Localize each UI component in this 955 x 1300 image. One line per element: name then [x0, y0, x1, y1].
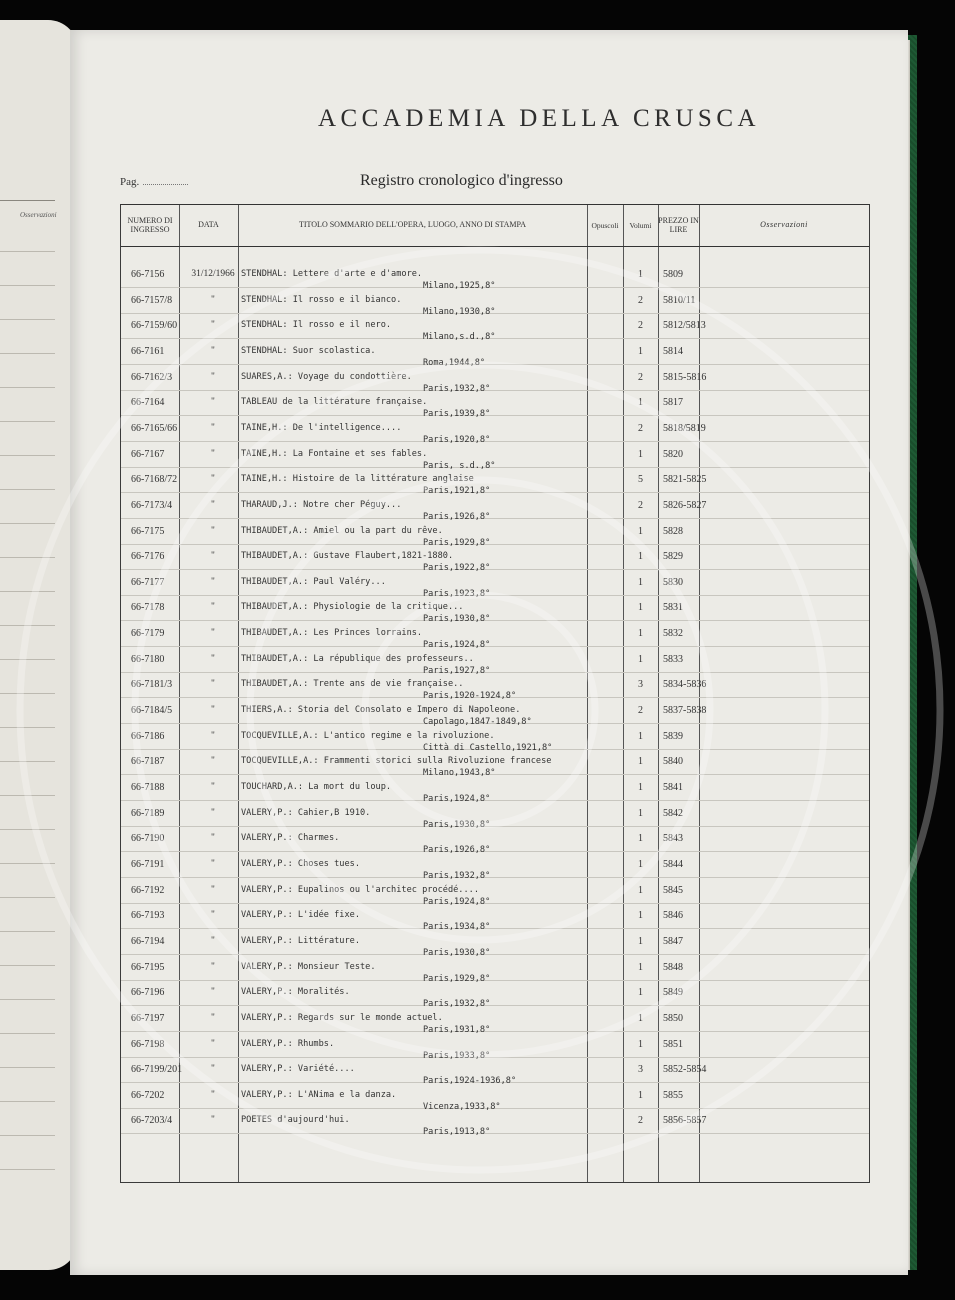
entry-title: VALERY,P.: Regards sur le monde actuel. — [241, 1012, 443, 1023]
entry-publication: Milano,1943,8° — [423, 768, 496, 779]
table-row — [121, 1033, 869, 1059]
entry-price: 5826-5827 — [663, 499, 707, 511]
entry-price: 5815-5816 — [663, 371, 707, 383]
entry-number: 66-7175 — [131, 525, 165, 537]
table-row — [121, 571, 869, 597]
entry-title: VALERY,P.: Monsieur Teste. — [241, 961, 376, 972]
entry-date: " — [211, 1064, 215, 1075]
entry-title: VALERY,P.: Cahier,B 1910. — [241, 807, 371, 818]
left-page-rule — [0, 693, 55, 694]
entry-date: " — [211, 910, 215, 921]
entry-date: " — [211, 679, 215, 690]
table-row — [121, 443, 869, 469]
entry-number: 66-7192 — [131, 884, 165, 896]
entry-price: 5842 — [663, 807, 683, 819]
entry-price: 5847 — [663, 935, 683, 947]
register-page — [70, 30, 908, 1275]
pag-label: Pag. — [120, 176, 140, 188]
entry-number: 66-7202 — [131, 1089, 165, 1101]
entry-price: 5832 — [663, 628, 683, 640]
entry-title: STENDHAL: Lettere d'arte e d'amore. — [241, 269, 423, 279]
entry-date: " — [211, 499, 215, 510]
entry-price: 5852-5854 — [663, 1064, 707, 1076]
table-row — [121, 699, 869, 728]
entry-number: 66-7177 — [131, 576, 165, 588]
table-row — [121, 417, 869, 443]
entry-number: 66-7194 — [131, 935, 165, 947]
entry-publication: Paris,1924-1936,8° — [423, 1076, 517, 1087]
entry-title: SUARES,A.: Voyage du condottière. — [241, 371, 412, 382]
entry-volumes: 2 — [638, 371, 643, 383]
table-row — [121, 622, 869, 651]
entry-date: " — [211, 987, 215, 998]
entry-title: STENDHAL: Il rosso e il bianco. — [241, 294, 402, 305]
entry-date: " — [211, 935, 215, 946]
left-page-rule — [0, 965, 55, 966]
left-page-rule — [0, 421, 55, 422]
entry-volumes: 1 — [638, 858, 643, 870]
entry-title: VALERY,P.: Littérature. — [241, 935, 360, 946]
entry-publication: Paris,1929,8° — [423, 973, 491, 984]
entry-publication: Paris,1930,8° — [423, 947, 491, 958]
entry-date: " — [211, 397, 215, 408]
table-row — [121, 904, 869, 933]
entry-title: THIBAUDET,A.: Amiel ou la part du rêve. — [241, 525, 443, 536]
entry-number: 66-7193 — [131, 910, 165, 922]
table-row — [121, 263, 869, 289]
entry-volumes: 1 — [638, 551, 643, 563]
entry-title: VALERY,P.: L'ANima e la danza. — [241, 1089, 397, 1100]
entry-publication: Paris,1932,8° — [423, 870, 491, 881]
entry-price: 5850 — [663, 1012, 683, 1024]
left-page-rule — [0, 319, 55, 320]
entry-price: 5849 — [663, 987, 683, 999]
left-page-rule — [0, 659, 55, 660]
entry-date: " — [211, 653, 215, 664]
entry-title: POETES d'aujourd'hui. — [241, 1115, 350, 1126]
entry-price: 5855 — [663, 1089, 683, 1101]
table-row — [121, 827, 869, 856]
entry-date: " — [211, 628, 215, 639]
entry-number: 66-7167 — [131, 448, 165, 460]
entry-price: 5848 — [663, 961, 683, 973]
entry-title: TABLEAU de la littérature française. — [241, 397, 428, 408]
entry-date: " — [211, 730, 215, 741]
entry-volumes: 1 — [638, 833, 643, 845]
left-page-rule — [0, 285, 55, 286]
entry-publication: Paris,1929,8° — [423, 537, 491, 548]
entry-volumes: 1 — [638, 1012, 643, 1024]
entry-date: " — [211, 551, 215, 562]
entry-volumes: 1 — [638, 1089, 643, 1101]
left-page-rule — [0, 1067, 55, 1068]
entry-price: 5840 — [663, 756, 683, 768]
entry-volumes: 1 — [638, 910, 643, 922]
col-header-prezzo: PREZZO IN LIRE — [658, 216, 699, 234]
entry-number: 66-7186 — [131, 730, 165, 742]
left-page-rule — [0, 489, 55, 490]
entry-publication: Paris,1930,8° — [423, 819, 491, 830]
entry-date: " — [211, 1012, 215, 1023]
entry-price: 5846 — [663, 910, 683, 922]
entry-publication: Paris,1923,8° — [423, 588, 491, 599]
entry-date: " — [211, 576, 215, 587]
entry-price: 5831 — [663, 602, 683, 614]
entry-publication: Milano,1925,8° — [423, 281, 496, 291]
entry-title: THIBAUDET,A.: Gustave Flaubert,1821-1880. — [241, 551, 454, 562]
entry-publication: Paris,1933,8° — [423, 1050, 491, 1061]
col-header-numero: NUMERO DI INGRESSO — [127, 216, 173, 234]
entry-volumes: 1 — [638, 653, 643, 665]
entry-number: 66-7198 — [131, 1038, 165, 1050]
register-subtitle: Registro cronologico d'ingresso — [360, 172, 563, 189]
entry-price: 5828 — [663, 525, 683, 537]
entry-price: 5809 — [663, 269, 683, 280]
left-page-register — [0, 200, 55, 1201]
entry-title: TOCQUEVILLE,A.: Frammenti storici sulla Rivoluzione francese — [241, 756, 552, 767]
entry-price: 5830 — [663, 576, 683, 588]
entry-title: THIBAUDET,A.: Trente ans de vie française.. — [241, 679, 464, 690]
left-page-rule — [0, 1135, 55, 1136]
left-page-rule — [0, 523, 55, 524]
entry-volumes: 1 — [638, 269, 643, 280]
entry-publication: Paris,1924,8° — [423, 896, 491, 907]
table-row — [121, 340, 869, 366]
entry-title: TOCQUEVILLE,A.: L'antico regime e la rivoluzione. — [241, 730, 495, 741]
table-row — [121, 596, 869, 625]
entry-number: 66-7181/3 — [131, 679, 173, 691]
entry-title: TAINE,H.: De l'intelligence.... — [241, 422, 402, 433]
register-table — [120, 204, 870, 1183]
left-page-rule — [0, 931, 55, 932]
entry-price: 5814 — [663, 345, 683, 357]
table-row — [121, 366, 869, 392]
entry-title: THIBAUDET,A.: La république des professeurs.. — [241, 653, 474, 664]
entry-publication: Paris,1924,8° — [423, 640, 491, 651]
entry-title: THIERS,A.: Storia del Consolato e Impero di Napoleone. — [241, 705, 521, 716]
entry-publication: Paris,1939,8° — [423, 409, 491, 420]
left-page-header: Osservazioni — [20, 211, 57, 219]
entry-volumes: 1 — [638, 525, 643, 537]
entry-number: 66-7164 — [131, 397, 165, 409]
entry-date: " — [211, 833, 215, 844]
entry-number: 66-7187 — [131, 756, 165, 768]
entry-volumes: 2 — [638, 499, 643, 511]
entry-title: TAINE,H.: La Fontaine et ses fables. — [241, 448, 428, 459]
entry-price: 5839 — [663, 730, 683, 742]
entry-price: 5833 — [663, 653, 683, 665]
entry-price: 5812/5813 — [663, 320, 706, 332]
entry-price: 5851 — [663, 1038, 683, 1050]
entry-number: 66-7157/8 — [131, 294, 173, 306]
entry-title: STENDHAL: Il rosso e il nero. — [241, 320, 392, 331]
entry-date: " — [211, 1089, 215, 1100]
entry-publication: Paris,1927,8° — [423, 665, 491, 676]
left-page-rule — [0, 795, 55, 796]
entry-publication: Paris,1920-1924,8° — [423, 691, 517, 702]
entry-number: 66-7199/201 — [131, 1064, 183, 1076]
left-page-rule — [0, 897, 55, 898]
table-row — [121, 648, 869, 674]
entry-volumes: 1 — [638, 987, 643, 999]
entry-date: " — [211, 448, 215, 459]
table-row — [121, 545, 869, 574]
entry-number: 66-7168/72 — [131, 474, 178, 486]
entry-price: 5856-5857 — [663, 1115, 707, 1127]
left-page-rule — [0, 353, 55, 354]
entry-publication: Paris,1924,8° — [423, 794, 491, 804]
entry-number: 66-7188 — [131, 782, 165, 793]
entry-date: " — [211, 1038, 215, 1049]
entry-volumes: 1 — [638, 576, 643, 588]
entry-volumes: 3 — [638, 679, 643, 691]
entry-number: 66-7173/4 — [131, 499, 173, 511]
entry-price: 5841 — [663, 782, 683, 793]
col-header-opuscoli: Opuscoli — [591, 220, 619, 230]
entry-volumes: 2 — [638, 705, 643, 717]
entry-publication: Paris,1930,8° — [423, 614, 491, 625]
entry-number: 66-7156 — [131, 269, 165, 280]
entry-title: VALERY,P.: Choses tues. — [241, 858, 360, 869]
left-page-rule — [0, 999, 55, 1000]
left-page-rule — [0, 761, 55, 762]
left-page-rule — [0, 387, 55, 388]
entry-number: 66-7165/66 — [131, 422, 178, 434]
page-title: ACCADEMIA DELLA CRUSCA — [317, 105, 761, 132]
left-page-rule — [0, 557, 55, 558]
entry-date: " — [211, 782, 215, 792]
entry-number: 66-7179 — [131, 628, 165, 640]
entry-publication: Milano,1930,8° — [423, 306, 496, 317]
entry-date: " — [211, 807, 215, 818]
left-page — [0, 20, 78, 1270]
entry-title: TOUCHARD,A.: La mort du loup. — [241, 782, 392, 792]
entry-publication: Paris,1921,8° — [423, 486, 491, 497]
left-page-rule — [0, 727, 55, 728]
entry-publication: Paris,1926,8° — [423, 845, 491, 856]
entry-volumes: 2 — [638, 294, 643, 306]
entry-volumes: 1 — [638, 448, 643, 460]
entry-date: " — [211, 884, 215, 895]
entry-number: 66-7178 — [131, 602, 165, 614]
left-page-rule — [0, 1101, 55, 1102]
left-page-rule — [0, 455, 55, 456]
entry-publication: Paris, s.d.,8° — [423, 460, 496, 471]
left-page-rule — [0, 829, 55, 830]
entry-date: 31/12/1966 — [191, 269, 235, 279]
entry-number: 66-7159/60 — [131, 320, 178, 332]
entry-date: " — [211, 294, 215, 305]
entry-price: 5817 — [663, 397, 683, 409]
table-row — [121, 930, 869, 956]
entry-volumes: 2 — [638, 422, 643, 434]
entry-title: VALERY,P.: Rhumbs. — [241, 1038, 335, 1049]
entry-date: " — [211, 961, 215, 972]
entry-title: VALERY,P.: Eupalinos ou l'architec procédé.... — [241, 884, 479, 895]
entry-date: " — [211, 858, 215, 869]
entry-publication: Milano,s.d.,8° — [423, 332, 496, 343]
table-row — [121, 776, 869, 802]
entry-volumes: 1 — [638, 628, 643, 640]
entry-date: " — [211, 602, 215, 613]
entry-volumes: 1 — [638, 961, 643, 973]
entry-volumes: 1 — [638, 602, 643, 614]
entry-volumes: 1 — [638, 345, 643, 357]
left-page-rule — [0, 1033, 55, 1034]
entry-publication: Paris,1932,8° — [423, 383, 491, 394]
col-header-volumi: Volumi — [629, 220, 652, 230]
left-page-rule — [0, 625, 55, 626]
entry-volumes: 1 — [638, 730, 643, 742]
entry-date: " — [211, 525, 215, 536]
table-row — [121, 494, 869, 520]
entry-price: 5843 — [663, 833, 683, 845]
entry-price: 5829 — [663, 551, 683, 563]
col-header-titolo: TITOLO SOMMARIO DELL'OPERA, LUOGO, ANNO DI STAMPA — [298, 220, 527, 230]
entry-publication: Paris,1913,8° — [423, 1127, 491, 1138]
entry-publication: Paris,1934,8° — [423, 922, 491, 933]
entry-title: TAINE,H.: Histoire de la littérature anglaise — [241, 474, 474, 485]
entry-title: THARAUD,J.: Notre cher Péguy... — [241, 499, 402, 510]
entry-publication: Città di Castello,1921,8° — [423, 742, 553, 753]
entry-volumes: 1 — [638, 782, 643, 793]
entry-number: 66-7197 — [131, 1012, 165, 1024]
table-row — [121, 468, 869, 497]
header-rule — [121, 246, 869, 247]
entry-date: " — [211, 705, 215, 716]
entry-number: 66-7190 — [131, 833, 165, 845]
entry-number: 66-7189 — [131, 807, 165, 819]
entry-volumes: 1 — [638, 756, 643, 768]
left-page-rule — [0, 591, 55, 592]
entry-publication: Vicenza,1933,8° — [423, 1101, 501, 1112]
left-page-rule — [0, 251, 55, 252]
entry-publication: Paris,1931,8° — [423, 1024, 491, 1035]
pag-dotted-line — [143, 184, 188, 185]
left-page-rule — [0, 1169, 55, 1170]
entry-publication: Paris,1926,8° — [423, 511, 491, 522]
table-row — [121, 289, 869, 315]
entry-title: STENDHAL: Suor scolastica. — [241, 345, 376, 356]
table-row — [121, 1109, 869, 1138]
entry-price: 5837-5838 — [663, 705, 707, 717]
entry-volumes: 1 — [638, 807, 643, 819]
entry-title: VALERY,P.: Variété.... — [241, 1064, 355, 1075]
table-row — [121, 879, 869, 905]
entry-publication: Paris,1920,8° — [423, 434, 491, 445]
entry-volumes: 1 — [638, 935, 643, 947]
entry-title: VALERY,P.: Charmes. — [241, 833, 340, 844]
table-row — [121, 673, 869, 702]
entry-title: VALERY,P.: Moralités. — [241, 987, 350, 998]
entry-price: 5810/11 — [663, 294, 696, 306]
entry-number: 66-7176 — [131, 551, 165, 563]
table-row — [121, 1007, 869, 1033]
entry-publication: Roma,1944,8° — [423, 357, 486, 368]
page-number-field — [120, 176, 188, 188]
entry-price: 5844 — [663, 858, 683, 870]
col-header-osservazioni: Osservazioni — [760, 220, 808, 230]
entry-volumes: 1 — [638, 397, 643, 409]
entry-number: 66-7162/3 — [131, 371, 173, 383]
entry-publication: Paris,1932,8° — [423, 999, 491, 1010]
entry-number: 66-7196 — [131, 987, 165, 999]
entry-title: THIBAUDET,A.: Paul Valéry... — [241, 576, 386, 587]
left-page-rule — [0, 863, 55, 864]
entry-volumes: 3 — [638, 1064, 643, 1076]
entry-volumes: 2 — [638, 1115, 643, 1127]
entry-publication: Paris,1922,8° — [423, 563, 491, 574]
entry-date: " — [211, 756, 215, 767]
table-row — [121, 314, 869, 343]
entry-volumes: 2 — [638, 320, 643, 332]
table-row — [121, 750, 869, 779]
entry-volumes: 1 — [638, 1038, 643, 1050]
entry-title: THIBAUDET,A.: Les Princes lorrains. — [241, 628, 423, 639]
entry-price: 5820 — [663, 448, 683, 460]
entry-number: 66-7161 — [131, 345, 165, 357]
table-row — [121, 802, 869, 828]
entry-date: " — [211, 320, 215, 331]
entry-number: 66-7195 — [131, 961, 165, 973]
table-row — [121, 520, 869, 546]
entry-price: 5818/5819 — [663, 422, 706, 434]
table-row — [121, 981, 869, 1010]
table-row — [121, 1058, 869, 1087]
table-row — [121, 725, 869, 751]
entry-volumes: 1 — [638, 884, 643, 896]
entry-date: " — [211, 422, 215, 433]
entry-number: 66-7180 — [131, 653, 165, 665]
entry-price: 5845 — [663, 884, 683, 896]
table-row — [121, 956, 869, 982]
table-row — [121, 391, 869, 420]
entry-title: VALERY,P.: L'idée fixe. — [241, 910, 360, 921]
entry-number: 66-7191 — [131, 858, 165, 870]
col-header-data: DATA — [198, 220, 219, 230]
entry-price: 5834-5836 — [663, 679, 707, 691]
entry-number: 66-7184/5 — [131, 705, 173, 717]
entry-number: 66-7203/4 — [131, 1115, 173, 1127]
entry-publication: Capolago,1847-1849,8° — [423, 717, 532, 728]
entry-date: " — [211, 1115, 215, 1126]
entry-date: " — [211, 474, 215, 485]
entry-volumes: 5 — [638, 474, 643, 486]
entry-title: THIBAUDET,A.: Physiologie de la critique... — [241, 602, 464, 613]
table-row — [121, 853, 869, 879]
table-row — [121, 1084, 869, 1110]
entry-date: " — [211, 371, 215, 382]
entry-date: " — [211, 345, 215, 356]
entry-price: 5821-5825 — [663, 474, 707, 486]
